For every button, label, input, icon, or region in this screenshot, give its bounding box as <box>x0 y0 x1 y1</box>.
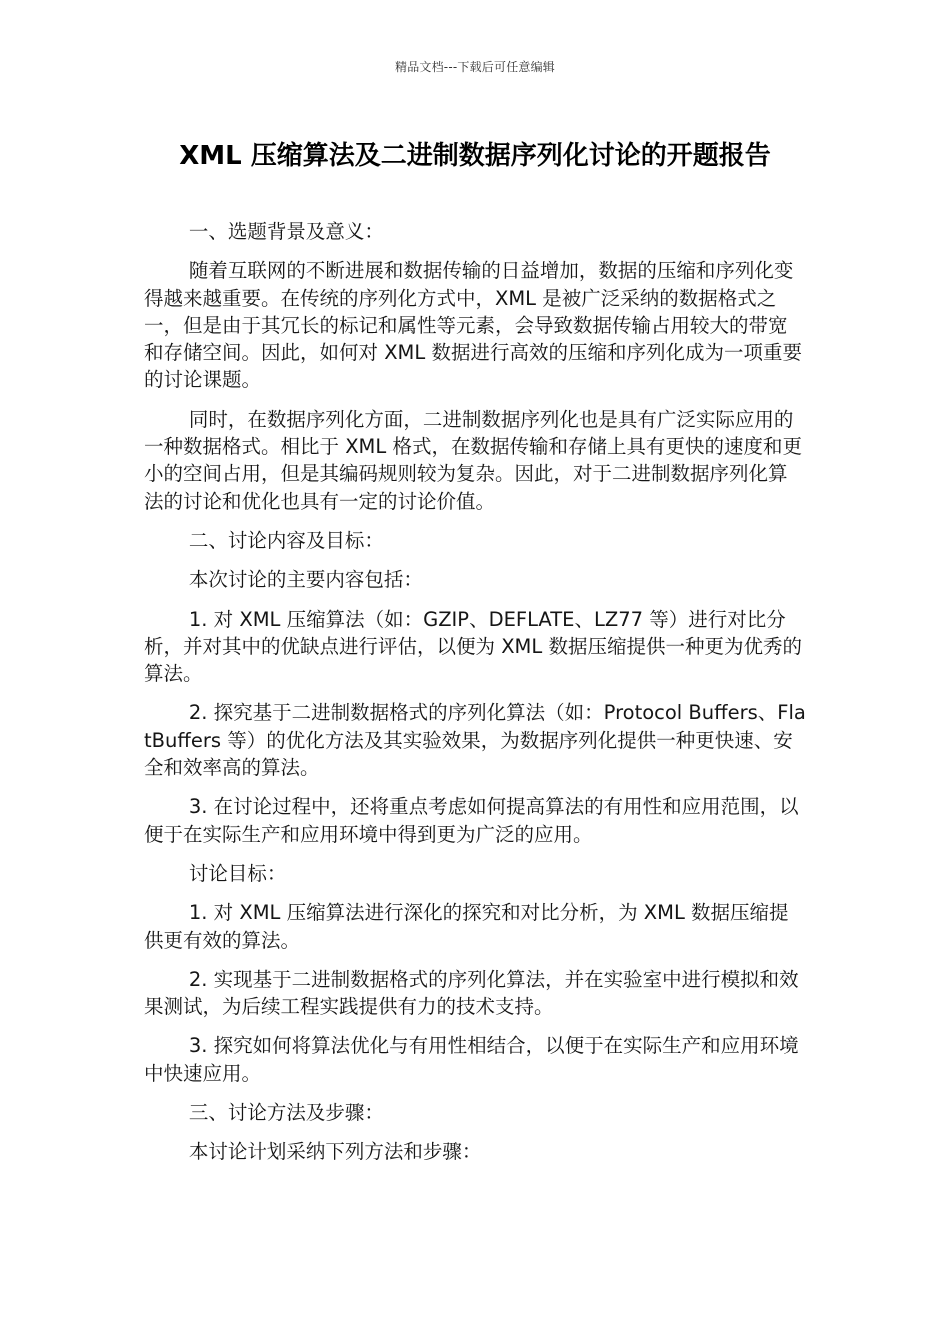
page-header-note: 精品文档---下载后可任意编辑 <box>395 60 555 74</box>
section-heading-background: 一、选题背景及意义： <box>188 220 384 243</box>
list-item-goal-2: 2. 实现基于二进制数据格式的序列化算法，并在实验室中进行模拟和效果测试，为后续工程实践提供有力的技术支持。 <box>144 967 799 1019</box>
paragraph-background-1: 随着互联网的不断进展和数据传输的日益增加，数据的压缩和序列化变得越来越重要。在传统的序列化方式中，XML 是被广泛采纳的数据格式之一，但是由于其冗长的标记和属性等元素，会导致数据传输占用较大的带宽和存储空间。因此，如何对 XML 数据进行高效的压缩和序列化成为一项重要的讨论课题。 <box>144 259 802 392</box>
list-item-goal-3: 3. 探究如何将算法优化与有用性相结合，以便于在实际生产和应用环境中快速应用。 <box>144 1034 799 1085</box>
subheading-goals: 讨论目标： <box>188 861 287 885</box>
document-body <box>144 218 806 1178</box>
section-heading-methods: 三、讨论方法及步骤： <box>188 1101 384 1125</box>
document-title: XML 压缩算法及二进制数据序列化讨论的开题报告 <box>179 141 771 171</box>
list-item-goal-1: 1. 对 XML 压缩算法进行深化的探究和对比分析，为 XML 数据压缩提供更有效的算法。 <box>144 901 789 952</box>
list-item-content-2: 2. 探究基于二进制数据格式的序列化算法（如：Protocol Buffers、FlatBuffers 等）的优化方法及其实验效果，为数据序列化提供一种更快速、安全和效率高的算法。 <box>144 701 806 780</box>
paragraph-background-2: 同时，在数据序列化方面，二进制数据序列化也是具有广泛实际应用的一种数据格式。相比于 XML 格式，在数据传输和存储上具有更快的速度和更小的空间占用，但是其编码规则较为复杂。因此，对于二进制数据序列化算法的讨论和优化也具有一定的讨论价值。 <box>144 407 802 513</box>
section-heading-content-goals: 二、讨论内容及目标： <box>188 528 384 552</box>
list-item-content-3: 3. 在讨论过程中，还将重点考虑如何提高算法的有用性和应用范围，以便于在实际生产和应用环境中得到更为广泛的应用。 <box>144 795 799 846</box>
paragraph-methods-intro: 本讨论计划采纳下列方法和步骤： <box>188 1140 482 1164</box>
paragraph-content-intro: 本次讨论的主要内容包括： <box>188 568 423 592</box>
list-item-content-1: 1. 对 XML 压缩算法（如：GZIP、DEFLATE、LZ77 等）进行对比分析，并对其中的优缺点进行评估，以便为 XML 数据压缩提供一种更为优秀的算法。 <box>144 607 802 686</box>
